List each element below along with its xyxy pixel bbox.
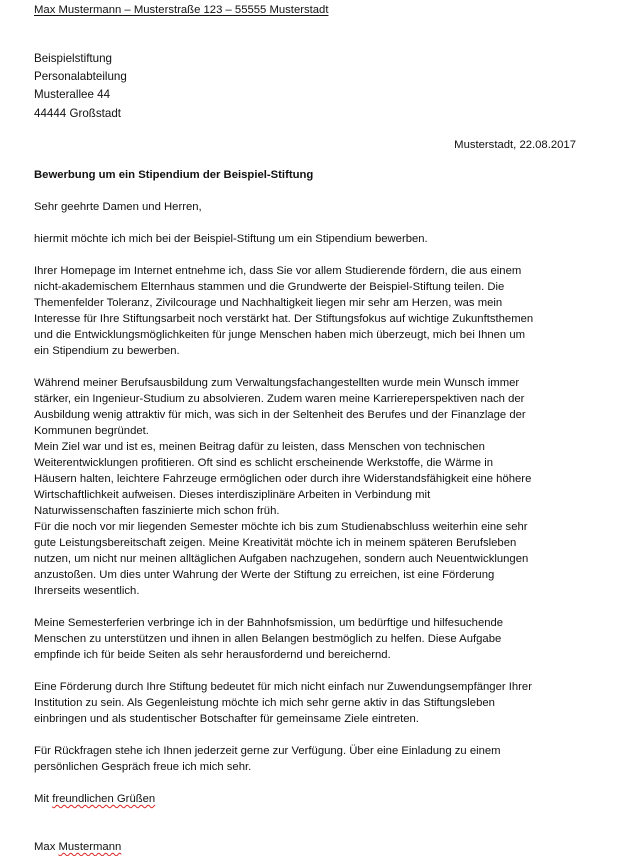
paragraph2-line: Kommunen begründet.	[34, 425, 149, 437]
paragraph2-line: Naturwissenschaften faszinierte mich schon früh.	[34, 505, 280, 517]
paragraph2-line: Ihrerseits wesentlich.	[34, 585, 140, 597]
signature-last-name: Mustermann	[58, 841, 122, 853]
paragraph2-line: Weiterentwicklungen profitieren. Oft sind es schlicht erscheinende Werkstoffe, die Wärme in	[34, 457, 493, 469]
paragraph2-line: Mein Ziel war und ist es, meinen Beitrag dafür zu leisten, dass Menschen von technischen	[34, 441, 485, 453]
recipient-department: Personalabteilung	[34, 70, 127, 83]
paragraph1-line: und die Entwicklungsmöglichkeiten für junge Menschen haben mich überzeugt, mich bei Ihnen um	[34, 329, 526, 341]
paragraph2-line: Häusern halten, leichtere Fahrzeuge ermöglichen oder durch ihre Widerstandsfähigkeit eine höhere	[34, 473, 532, 485]
paragraph1-line: ein Stipendium zu bewerben.	[34, 345, 180, 357]
closing-word: Mit	[34, 793, 53, 805]
paragraph5-line: Für Rückfragen stehe ich Ihnen jederzeit gerne zur Verfügung. Über eine Einladung zu einem	[34, 745, 501, 757]
recipient-street: Musterallee 44	[34, 88, 111, 101]
recipient-name: Beispielstiftung	[34, 52, 112, 65]
paragraph2-line: nutzen, um nicht nur meinen alltäglichen Aufgaben nachzugehen, sondern auch Neuentwicklungen	[34, 553, 529, 565]
paragraph3-line: Meine Semesterferien verbringe ich in der Bahnhofsmission, um bedürftige und hilfesuchende	[34, 617, 504, 629]
paragraph2-line: Wirtschaftlichkeit aufweisen. Dieses interdisziplinäre Arbeiten in Verbindung mit	[34, 489, 431, 501]
date-line: Musterstadt, 22.08.2017	[454, 139, 576, 151]
paragraph2-line: Für die noch vor mir liegenden Semester möchte ich bis zum Studienabschluss weiterhin eine sehr	[34, 521, 528, 533]
paragraph1-line: Ihrer Homepage im Internet entnehme ich, dass Sie vor allem Studierende fördern, die aus einem	[34, 265, 522, 277]
paragraph2-line: gute Leistungsbereitschaft zeigen. Meine Kreativität möchte ich in meinem späteren Berufsleben	[34, 537, 517, 549]
signature-line	[34, 839, 599, 855]
paragraph4-line: einbringen und als studentischer Botschafter für gemeinsame Ziele eintreten.	[34, 713, 419, 725]
paragraph1-line: nicht-akademischem Elternhaus stammen und die Grundwerte der Beispiel-Stiftung teilen. Die	[34, 281, 505, 293]
salutation: Sehr geehrte Damen und Herren,	[34, 201, 202, 213]
paragraph2-line: Während meiner Berufsausbildung zum Verwaltungsfachangestellten wurde mein Wunsch immer	[34, 377, 520, 389]
paragraph4-line: Institution zu sein. Als Gegenleistung möchte ich mich sehr gerne aktiv in das Stiftungsleben	[34, 697, 495, 709]
paragraph5-line: persönlichen Gespräch freue ich mich sehr.	[34, 761, 252, 773]
closing-greeting: freundlichen Grüßen	[52, 793, 156, 805]
intro-line: hiermit möchte ich mich bei der Beispiel-Stiftung um ein Stipendium bewerben.	[34, 233, 428, 245]
paragraph2-line: anzustoßen. Um dies unter Wahrung der Werte der Stiftung zu erreichen, ist eine Förderung	[34, 569, 495, 581]
sender-line: Max Mustermann – Musterstraße 123 – 55555 Musterstadt	[34, 4, 329, 16]
paragraph3-line: Menschen zu unterstützen und ihnen in allen Belangen bestmöglich zu helfen. Diese Aufgabe	[34, 633, 502, 645]
recipient-city: 44444 Großstadt	[34, 107, 122, 120]
closing-line	[34, 791, 599, 807]
paragraph1-line: Interesse für Ihre Stiftungsarbeit noch verstärkt hat. Der Stiftungsfokus auf wichtige Zukunftsthemen	[34, 313, 534, 325]
subject-line: Bewerbung um ein Stipendium der Beispiel-Stiftung	[34, 169, 314, 181]
paragraph4-line: Eine Förderung durch Ihre Stiftung bedeutet für mich nicht einfach nur Zuwendungsempfänger Ihrer	[34, 681, 532, 693]
paragraph3-line: empfinde ich für beide Seiten als sehr herausfordernd und bereichernd.	[34, 649, 391, 661]
paragraph1-line: Themenfelder Toleranz, Zivilcourage und Nachhaltigkeit liegen mir sehr am Herzen, was mein	[34, 297, 503, 309]
signature-first-name: Max	[34, 841, 59, 853]
paragraph2-line: stärker, ein Ingenieur-Studium zu absolvieren. Zudem waren meine Karriereperspektiven nach der	[34, 393, 525, 405]
paragraph2-line: Ausbildung wenig attraktiv für mich, was sich in der Seltenheit des Berufes und der Finanzlage der	[34, 409, 526, 421]
